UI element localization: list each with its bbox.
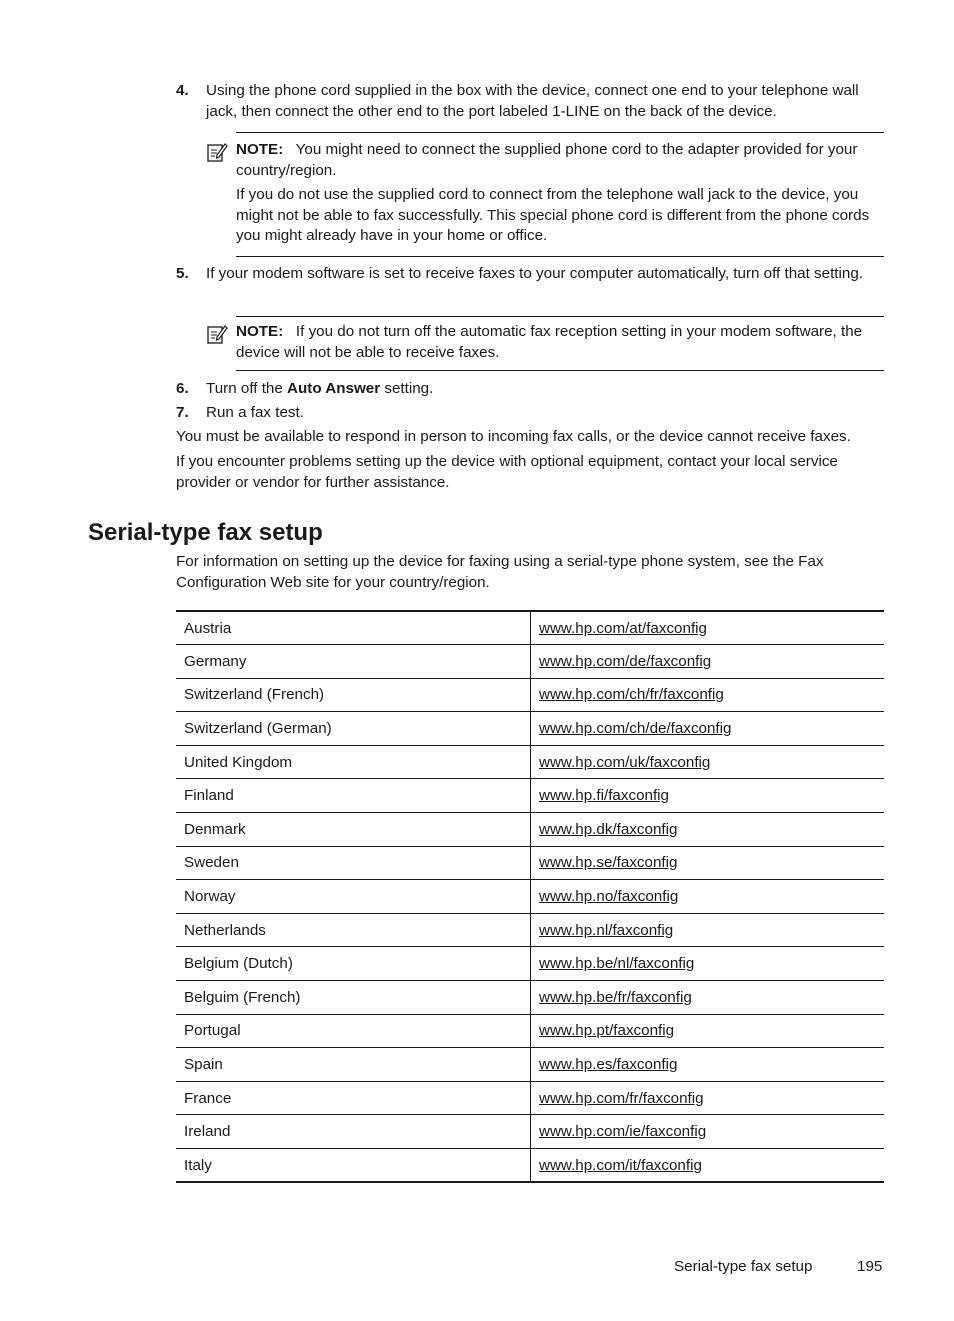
fax-config-link[interactable]: www.hp.es/faxconfig <box>531 1048 885 1082</box>
step-5 <box>176 264 884 285</box>
table-row <box>176 846 884 880</box>
country-cell: Norway <box>176 880 531 914</box>
table-row <box>176 1149 884 1183</box>
table-row <box>176 880 884 914</box>
note-2-body: If you do not turn off the automatic fax reception setting in your modem software, the device will not be able to receive faxes. <box>236 323 863 361</box>
fax-config-link[interactable]: www.hp.pt/faxconfig <box>531 1014 885 1048</box>
fax-config-link[interactable]: www.hp.com/ch/fr/faxconfig <box>531 678 885 712</box>
fax-config-link[interactable]: www.hp.com/de/faxconfig <box>531 645 885 679</box>
table-row <box>176 1081 884 1115</box>
fax-config-link[interactable]: www.hp.com/at/faxconfig <box>531 611 885 645</box>
fax-config-link[interactable]: www.hp.com/fr/faxconfig <box>531 1081 885 1115</box>
fax-config-link[interactable]: www.hp.com/ie/faxconfig <box>531 1115 885 1149</box>
country-cell: Germany <box>176 645 531 679</box>
page-number: 195 <box>857 1258 883 1275</box>
table-row <box>176 913 884 947</box>
note-label: NOTE: <box>236 141 284 158</box>
note-label: NOTE: <box>236 323 284 340</box>
step-6-text-before: Turn off the <box>206 380 288 397</box>
fax-config-link[interactable]: www.hp.com/uk/faxconfig <box>531 745 885 779</box>
table-row <box>176 1048 884 1082</box>
country-cell: Sweden <box>176 846 531 880</box>
fax-config-link[interactable]: www.hp.fi/faxconfig <box>531 779 885 813</box>
country-cell: Netherlands <box>176 913 531 947</box>
footer-section-name: Serial-type fax setup <box>674 1258 813 1275</box>
section-intro: For information on setting up the device for faxing using a serial-type phone system, see the Fax Configuration Web site for your country/region. <box>176 553 824 591</box>
table-row <box>176 611 884 645</box>
country-cell: United Kingdom <box>176 745 531 779</box>
assistance-paragraph: If you encounter problems setting up the device with optional equipment, contact your local service provider or vendor for further assistance. <box>176 453 838 491</box>
fax-config-link[interactable]: www.hp.dk/faxconfig <box>531 813 885 847</box>
fax-config-link[interactable]: www.hp.com/it/faxconfig <box>531 1149 885 1183</box>
step-text: If your modem software is set to receive faxes to your computer automatically, turn off that setting. <box>206 265 864 282</box>
country-cell: France <box>176 1081 531 1115</box>
fax-config-link[interactable]: www.hp.be/fr/faxconfig <box>531 981 885 1015</box>
fax-config-link[interactable]: www.hp.nl/faxconfig <box>531 913 885 947</box>
table-row <box>176 947 884 981</box>
fax-config-link[interactable]: www.hp.be/nl/faxconfig <box>531 947 885 981</box>
step-4 <box>176 81 884 122</box>
note-1-extra: If you do not use the supplied cord to connect from the telephone wall jack to the device, you might not be able to fax successfully. This special phone cord is different from the phone cords you might already have in your home or office. <box>236 186 870 244</box>
country-cell: Switzerland (German) <box>176 712 531 746</box>
country-cell: Belguim (French) <box>176 981 531 1015</box>
note-box-1 <box>236 132 884 257</box>
step-6 <box>176 379 884 400</box>
country-cell: Italy <box>176 1149 531 1183</box>
step-text <box>206 379 884 400</box>
table-row <box>176 678 884 712</box>
fax-config-link[interactable]: www.hp.com/ch/de/faxconfig <box>531 712 885 746</box>
availability-paragraph: You must be available to respond in person to incoming fax calls, or the device cannot receive faxes. <box>176 428 851 445</box>
fax-config-link[interactable]: www.hp.no/faxconfig <box>531 880 885 914</box>
country-cell: Portugal <box>176 1014 531 1048</box>
note-pencil-icon <box>206 141 228 163</box>
table-row <box>176 779 884 813</box>
step-text: Run a fax test. <box>206 404 304 421</box>
step-number: 7. <box>176 404 189 421</box>
fax-config-table <box>176 610 884 1183</box>
step-6-text-after: setting. <box>380 380 434 397</box>
step-7 <box>176 403 884 424</box>
table-row <box>176 712 884 746</box>
country-cell: Belgium (Dutch) <box>176 947 531 981</box>
country-cell: Spain <box>176 1048 531 1082</box>
step-number: 4. <box>176 82 189 99</box>
table-row <box>176 1115 884 1149</box>
country-cell: Ireland <box>176 1115 531 1149</box>
section-title: Serial-type fax setup <box>88 519 323 546</box>
note-box-2 <box>236 316 884 371</box>
step-number: 5. <box>176 265 189 282</box>
step-text: Using the phone cord supplied in the box with the device, connect one end to your telephone wall jack, then connect the other end to the port labeled 1-LINE on the back of the device. <box>206 82 859 120</box>
note-2-text <box>236 322 884 363</box>
fax-config-link[interactable]: www.hp.se/faxconfig <box>531 846 885 880</box>
note-1-text <box>236 140 884 181</box>
table-row <box>176 813 884 847</box>
table-row <box>176 1014 884 1048</box>
auto-answer-label: Auto Answer <box>287 380 381 397</box>
country-cell: Austria <box>176 611 531 645</box>
country-cell: Finland <box>176 779 531 813</box>
step-number: 6. <box>176 380 189 397</box>
table-row <box>176 981 884 1015</box>
table-row <box>176 745 884 779</box>
note-pencil-icon <box>206 323 228 345</box>
note-1-body: You might need to connect the supplied phone cord to the adapter provided for your country/region. <box>236 141 858 179</box>
country-cell: Switzerland (French) <box>176 678 531 712</box>
country-cell: Denmark <box>176 813 531 847</box>
table-row <box>176 645 884 679</box>
